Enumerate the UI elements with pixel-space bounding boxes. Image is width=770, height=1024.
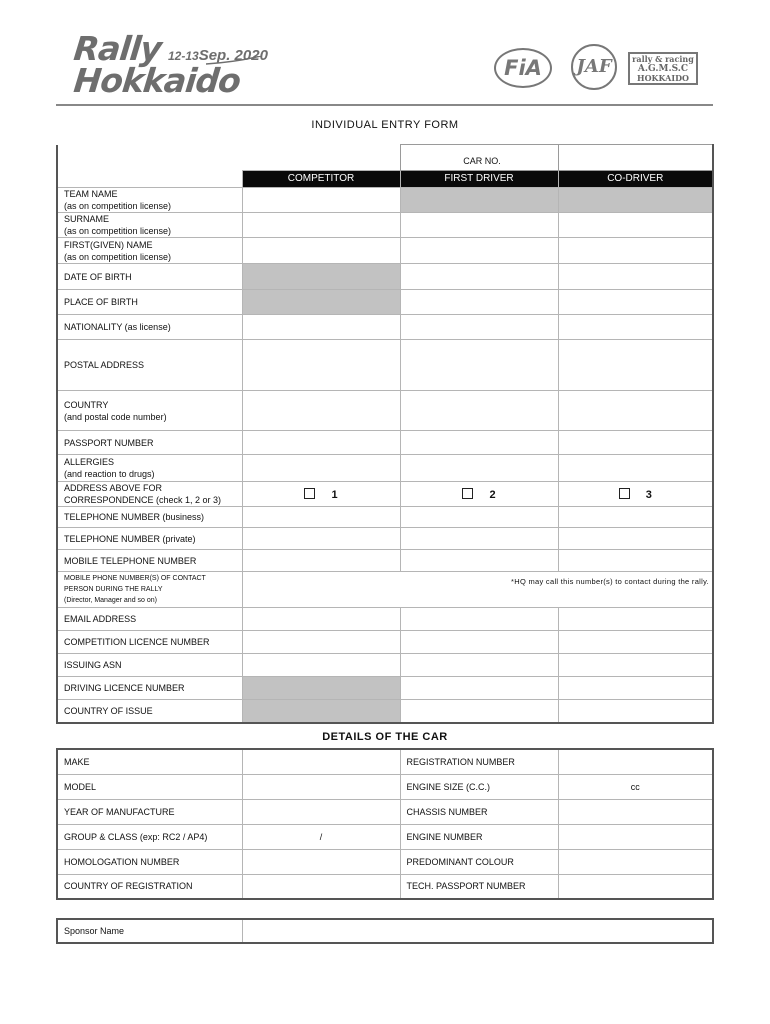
car-label-left: YEAR OF MANUFACTURE	[57, 799, 242, 824]
row-driving-licence	[57, 677, 713, 700]
telephone-private-competitor-field[interactable]	[242, 528, 400, 550]
row-country-of-issue	[57, 700, 713, 723]
row-label-line: ISSUING ASN	[64, 660, 122, 670]
row-label-line: FIRST(GIVEN) NAME	[64, 239, 153, 250]
car-row	[57, 749, 713, 774]
agmsc-line2: A.G.M.S.C	[637, 64, 689, 74]
car-label-right: PREDOMINANT COLOUR	[400, 849, 558, 874]
car-label-right: REGISTRATION NUMBER	[400, 749, 558, 774]
car-value-left[interactable]	[242, 874, 400, 899]
row-telephone-private	[57, 528, 713, 550]
rally-logo-line2: Hokkaido	[71, 61, 243, 100]
row-label-line: PERSON DURING THE RALLY	[64, 586, 163, 593]
row-label-competition-licence	[57, 631, 242, 654]
team-name-first-driver-field	[400, 188, 558, 213]
agmsc-line1: rally & racing	[632, 54, 694, 64]
country-competitor-field[interactable]	[242, 391, 400, 431]
checkbox-number: 3	[645, 488, 652, 501]
nationality-first-driver-field[interactable]	[400, 315, 558, 340]
row-label-line: (and postal code number)	[64, 411, 167, 422]
issuing-asn-competitor-field[interactable]	[242, 654, 400, 677]
car-value-right[interactable]: cc	[558, 774, 713, 799]
row-label-line: DRIVING LICENCE NUMBER	[64, 683, 185, 693]
allergies-co-driver-field[interactable]	[558, 455, 713, 482]
row-label-telephone-private	[57, 528, 242, 550]
first-name-first-driver-field[interactable]	[400, 238, 558, 264]
date-of-birth-co-driver-field[interactable]	[558, 264, 713, 290]
mobile-telephone-competitor-field[interactable]	[242, 550, 400, 572]
car-row	[57, 774, 713, 799]
hq-note: *HQ may call this number(s) to contact during the rally.	[242, 572, 713, 608]
rally-logo-day: 12-13	[168, 49, 199, 63]
row-label-line: POSTAL ADDRESS	[64, 360, 145, 370]
passport-number-co-driver-field[interactable]	[558, 431, 713, 455]
first-name-co-driver-field[interactable]	[558, 238, 713, 264]
row-label-line: PASSPORT NUMBER	[64, 437, 154, 448]
country-of-issue-first-driver-field[interactable]	[400, 700, 558, 723]
surname-first-driver-field[interactable]	[400, 213, 558, 238]
email-address-first-driver-field[interactable]	[400, 608, 558, 631]
car-label-right: ENGINE SIZE (C.C.)	[400, 774, 558, 799]
row-label-line: (as on competition license)	[64, 251, 172, 262]
nationality-competitor-field[interactable]	[242, 315, 400, 340]
nationality-co-driver-field[interactable]	[558, 315, 713, 340]
column-co-driver: CO-DRIVER	[558, 171, 713, 188]
row-label-line: EMAIL ADDRESS	[64, 614, 137, 624]
row-label-line: TELEPHONE NUMBER (business)	[64, 512, 205, 522]
row-label-line: NATIONALITY (as license)	[64, 322, 171, 332]
row-label-first-name	[57, 238, 242, 264]
sponsor-row	[57, 919, 713, 943]
place-of-birth-competitor-field	[242, 290, 400, 315]
car-value-left[interactable]	[242, 749, 400, 774]
row-label-allergies	[57, 455, 242, 482]
form-title: INDIVIDUAL ENTRY FORM	[311, 119, 459, 131]
row-label-line: (Director, Manager and so on)	[64, 597, 157, 604]
row-label-country	[57, 391, 242, 431]
date-of-birth-first-driver-field[interactable]	[400, 264, 558, 290]
row-label-line: MOBILE PHONE NUMBER(S) OF CONTACT	[64, 575, 206, 582]
row-label-line: (and reaction to drugs)	[64, 469, 155, 479]
issuing-asn-co-driver-field[interactable]	[558, 654, 713, 677]
row-label-issuing-asn	[57, 654, 242, 677]
sponsor-field[interactable]	[242, 919, 713, 943]
row-label-telephone-business	[57, 507, 242, 528]
checkbox-co-driver[interactable]	[619, 488, 630, 499]
country-of-issue-co-driver-field[interactable]	[558, 700, 713, 723]
car-table	[56, 748, 714, 900]
country-first-driver-field[interactable]	[400, 391, 558, 431]
car-section-title: DETAILS OF THE CAR	[322, 731, 448, 743]
row-label-line: SURNAME	[64, 214, 110, 224]
correspondence-competitor[interactable]	[242, 482, 400, 507]
row-label-postal-address	[57, 340, 242, 391]
car-no-field[interactable]	[558, 145, 713, 171]
competition-licence-co-driver-field[interactable]	[558, 631, 713, 654]
telephone-private-first-driver-field[interactable]	[400, 528, 558, 550]
driving-licence-competitor-field	[242, 677, 400, 700]
agmsc-line3: HOKKAIDO	[637, 73, 689, 83]
car-row	[57, 849, 713, 874]
place-of-birth-first-driver-field[interactable]	[400, 290, 558, 315]
car-label-left: COUNTRY OF REGISTRATION	[57, 874, 242, 899]
jaf-logo: JAF	[571, 44, 617, 90]
car-label-right: CHASSIS NUMBER	[400, 799, 558, 824]
row-label-line: TELEPHONE NUMBER (private)	[64, 533, 196, 544]
surname-co-driver-field[interactable]	[558, 213, 713, 238]
issuing-asn-first-driver-field[interactable]	[400, 654, 558, 677]
row-label-line: DATE OF BIRTH	[64, 271, 132, 282]
sponsor-label: Sponsor Name	[57, 919, 242, 943]
car-label-left: HOMOLOGATION NUMBER	[57, 849, 242, 874]
car-row	[57, 874, 713, 899]
row-surname	[57, 213, 713, 238]
country-co-driver-field[interactable]	[558, 391, 713, 431]
row-label-contact-person-mobile	[57, 572, 242, 608]
first-name-competitor-field[interactable]	[242, 238, 400, 264]
car-label-left: MODEL	[57, 774, 242, 799]
allergies-first-driver-field[interactable]	[400, 455, 558, 482]
row-email-address	[57, 608, 713, 631]
row-mobile-telephone	[57, 550, 713, 572]
car-value-right[interactable]	[558, 799, 713, 824]
telephone-business-competitor-field[interactable]	[242, 507, 400, 528]
row-correspondence	[57, 482, 713, 507]
country-of-issue-competitor-field	[242, 700, 400, 723]
car-no-row	[57, 145, 713, 171]
place-of-birth-co-driver-field[interactable]	[558, 290, 713, 315]
car-value-left[interactable]: /	[242, 824, 400, 849]
row-label-line: PLACE OF BIRTH	[64, 297, 138, 307]
row-date-of-birth	[57, 264, 713, 290]
row-label-surname	[57, 213, 242, 238]
correspondence-co-driver[interactable]	[558, 482, 713, 507]
car-label-right: ENGINE NUMBER	[400, 824, 558, 849]
car-no-spacer	[57, 145, 400, 171]
row-issuing-asn	[57, 654, 713, 677]
passport-number-first-driver-field[interactable]	[400, 431, 558, 455]
email-address-competitor-field[interactable]	[242, 608, 400, 631]
row-telephone-business	[57, 507, 713, 528]
postal-address-competitor-field[interactable]	[242, 340, 400, 391]
telephone-business-first-driver-field[interactable]	[400, 507, 558, 528]
checkbox-first-driver[interactable]	[462, 488, 473, 499]
row-label-line: COMPETITION LICENCE NUMBER	[64, 637, 210, 647]
correspondence-first-driver[interactable]	[400, 482, 558, 507]
column-competitor: COMPETITOR	[242, 171, 400, 188]
checkbox-number: 1	[331, 488, 338, 501]
row-label-nationality	[57, 315, 242, 340]
email-address-co-driver-field[interactable]	[558, 608, 713, 631]
telephone-private-co-driver-field[interactable]	[558, 528, 713, 550]
row-label-correspondence	[57, 482, 242, 507]
car-label-left: GROUP & CLASS (exp: RC2 / AP4)	[57, 824, 242, 849]
car-value-left[interactable]	[242, 799, 400, 824]
driving-licence-first-driver-field[interactable]	[400, 677, 558, 700]
row-label-line: (as on competition license)	[64, 201, 172, 211]
row-label-team-name	[57, 188, 242, 213]
agmsc-logo	[628, 52, 698, 85]
postal-address-first-driver-field[interactable]	[400, 340, 558, 391]
row-label-line: TEAM NAME	[64, 189, 118, 199]
car-no-label: CAR NO.	[400, 145, 558, 171]
row-label-line: COUNTRY	[64, 399, 109, 410]
mobile-telephone-co-driver-field[interactable]	[558, 550, 713, 572]
passport-number-competitor-field[interactable]	[242, 431, 400, 455]
car-value-right[interactable]	[558, 749, 713, 774]
row-label-line: ALLERGIES	[64, 457, 115, 467]
row-label-mobile-telephone	[57, 550, 242, 572]
row-competition-licence	[57, 631, 713, 654]
telephone-business-co-driver-field[interactable]	[558, 507, 713, 528]
row-nationality	[57, 315, 713, 340]
rally-logo-line1: Rally	[71, 29, 163, 68]
row-label-line: COUNTRY OF ISSUE	[64, 705, 153, 716]
surname-competitor-field[interactable]	[242, 213, 400, 238]
row-postal-address	[57, 340, 713, 391]
checkbox-competitor[interactable]	[304, 488, 315, 499]
page-header	[56, 30, 713, 106]
header-blank	[57, 171, 242, 188]
row-contact-person-mobile	[57, 572, 713, 608]
row-first-name	[57, 238, 713, 264]
row-label-date-of-birth	[57, 264, 242, 290]
checkbox-number: 2	[489, 488, 496, 501]
postal-address-co-driver-field[interactable]	[558, 340, 713, 391]
entry-table	[56, 144, 714, 724]
row-team-name	[57, 188, 713, 213]
row-label-driving-licence	[57, 677, 242, 700]
competition-licence-competitor-field[interactable]	[242, 631, 400, 654]
row-label-line: ADDRESS ABOVE FOR	[64, 483, 163, 493]
rally-logo-month: Sep. 2020	[198, 47, 268, 64]
competition-licence-first-driver-field[interactable]	[400, 631, 558, 654]
row-passport-number	[57, 431, 713, 455]
team-name-co-driver-field	[558, 188, 713, 213]
allergies-competitor-field[interactable]	[242, 455, 400, 482]
row-label-line: CORRESPONDENCE (check 1, 2 or 3)	[64, 495, 222, 505]
car-value-right[interactable]	[558, 849, 713, 874]
car-label-left: MAKE	[57, 749, 242, 774]
row-label-country-of-issue	[57, 700, 242, 723]
row-country	[57, 391, 713, 431]
column-header-row	[57, 171, 713, 188]
column-first-driver: FIRST DRIVER	[400, 171, 558, 188]
row-place-of-birth	[57, 290, 713, 315]
car-value-right[interactable]	[558, 874, 713, 899]
car-label-right: TECH. PASSPORT NUMBER	[400, 874, 558, 899]
team-name-competitor-field[interactable]	[242, 188, 400, 213]
row-label-line: MOBILE TELEPHONE NUMBER	[64, 555, 197, 566]
driving-licence-co-driver-field[interactable]	[558, 677, 713, 700]
row-label-place-of-birth	[57, 290, 242, 315]
date-of-birth-competitor-field	[242, 264, 400, 290]
car-value-left[interactable]	[242, 849, 400, 874]
car-row	[57, 824, 713, 849]
car-row	[57, 799, 713, 824]
row-label-email-address	[57, 608, 242, 631]
row-label-passport-number	[57, 431, 242, 455]
row-allergies	[57, 455, 713, 482]
sponsor-table	[56, 918, 714, 944]
mobile-telephone-first-driver-field[interactable]	[400, 550, 558, 572]
car-value-right[interactable]	[558, 824, 713, 849]
row-label-line: (as on competition license)	[64, 226, 172, 236]
fia-logo: FiA	[494, 48, 552, 88]
car-value-left[interactable]	[242, 774, 400, 799]
